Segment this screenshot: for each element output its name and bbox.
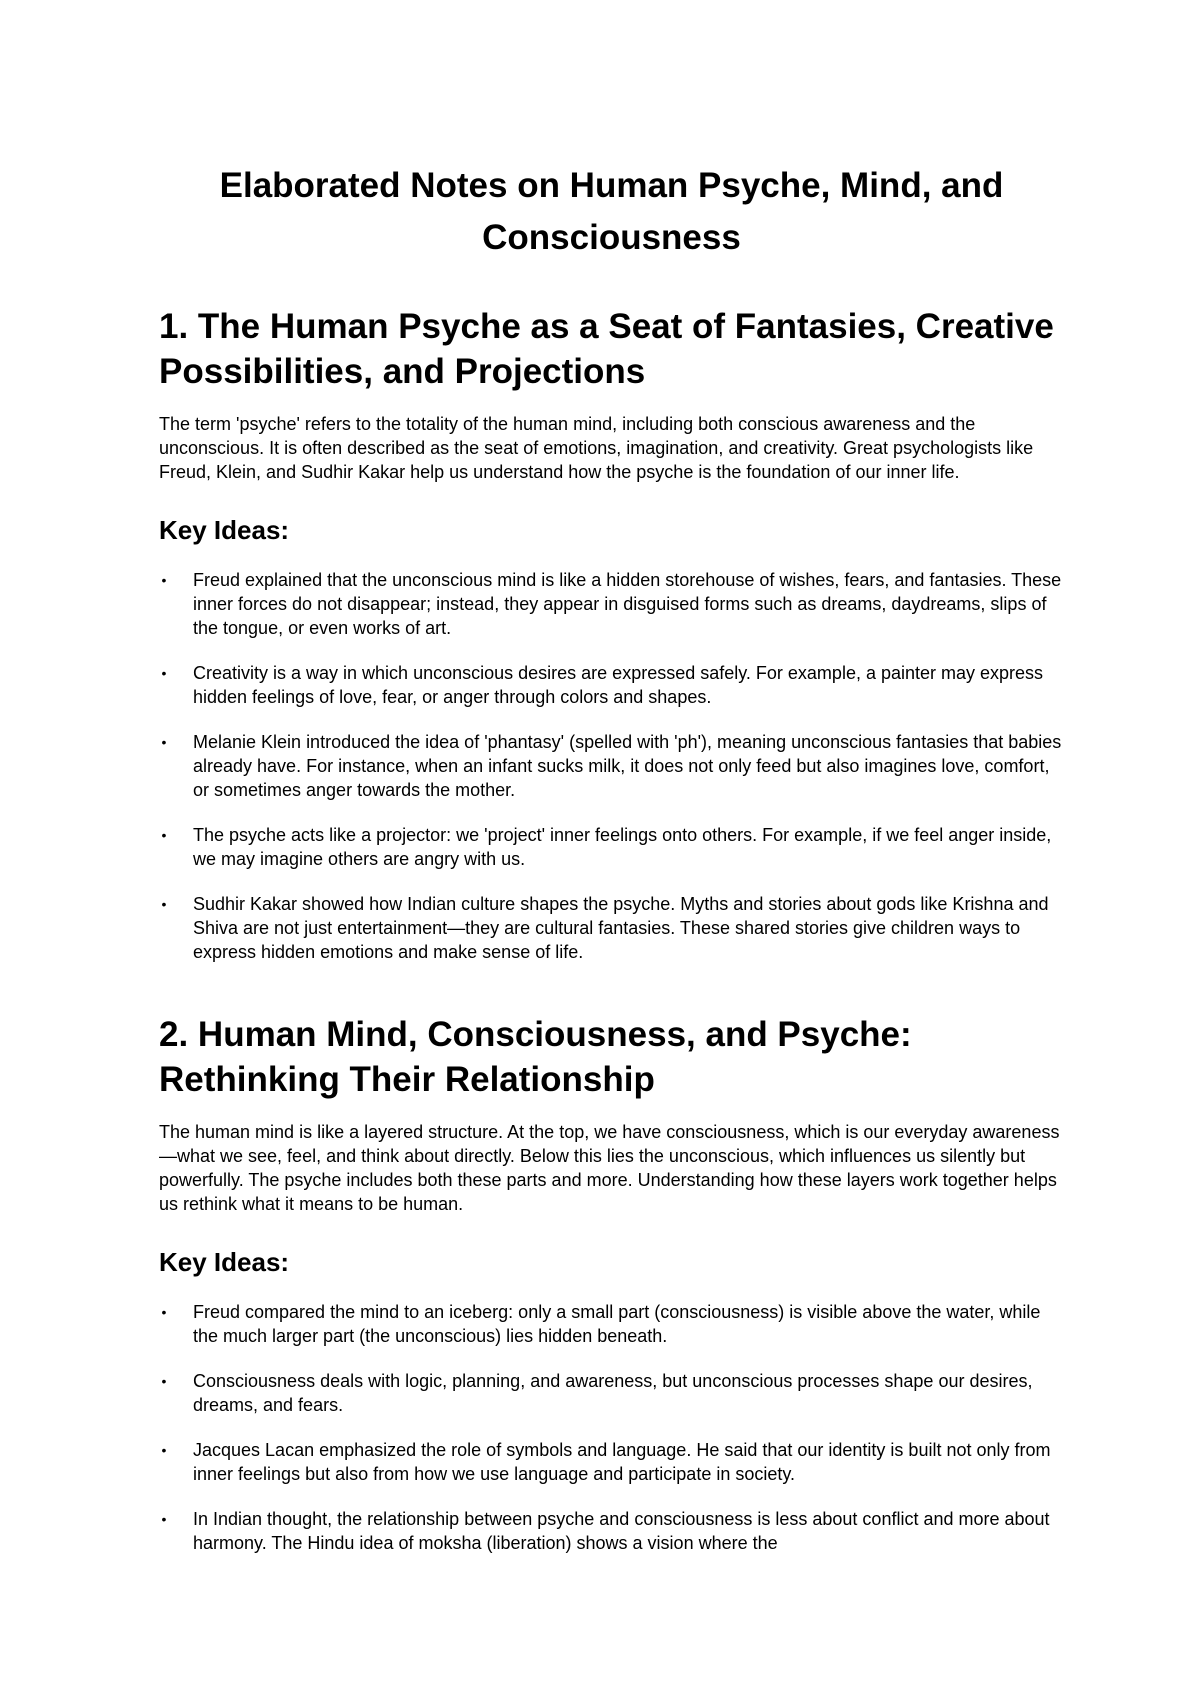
key-ideas-heading: Key Ideas:: [159, 1247, 290, 1277]
list-item-text: Jacques Lacan emphasized the role of symbols and language. He said that our identity is built not only from inner feelings but also from how we use language and participate in society.: [193, 1440, 1051, 1484]
bullet-icon: •: [161, 1442, 167, 1458]
bullet-icon: •: [161, 827, 167, 843]
bullet-icon: •: [161, 572, 167, 588]
list-item-text: Melanie Klein introduced the idea of 'phantasy' (spelled with 'ph'), meaning unconscious fantasies that babies already have. For instance, when an infant sucks milk, it does not only feed but also imagines love, comfort, or sometimes anger towards the mother.: [193, 732, 1062, 800]
list-item: [159, 823, 1064, 871]
list-item: [159, 1300, 1064, 1348]
bullet-icon: •: [161, 734, 167, 750]
key-ideas-list: [159, 1300, 1064, 1555]
list-item-text: Consciousness deals with logic, planning, and awareness, but unconscious processes shape our desires, dreams, and fears.: [193, 1371, 1033, 1415]
section-heading: 1. The Human Psyche as a Seat of Fantasies, Creative Possibilities, and Projections: [159, 307, 1054, 391]
list-item-text: Freud compared the mind to an iceberg: only a small part (consciousness) is visible above the water, while the much larger part (the unconscious) lies hidden beneath.: [193, 1302, 1041, 1346]
list-item: [159, 661, 1064, 709]
document-body: [159, 160, 1064, 1555]
section-intro-paragraph: The human mind is like a layered structure. At the top, we have consciousness, which is our everyday awareness—what we see, feel, and think about directly. Below this lies the unconscious, which influences us silently but powerfully. The psyche includes both these parts and more. Understanding how these layers work together helps us rethink what it means to be human.: [159, 1122, 1060, 1214]
list-item-text: In Indian thought, the relationship between psyche and consciousness is less about conflict and more about harmony. The Hindu idea of moksha (liberation) shows a vision where the: [193, 1509, 1050, 1553]
list-item: [159, 1369, 1064, 1417]
list-item-text: The psyche acts like a projector: we 'project' inner feelings onto others. For example, if we feel anger inside, we may imagine others are angry with us.: [193, 825, 1052, 869]
section-1: [159, 304, 1064, 964]
bullet-icon: •: [161, 665, 167, 681]
key-ideas-heading: Key Ideas:: [159, 515, 290, 545]
list-item: [159, 568, 1064, 640]
list-item: [159, 1438, 1064, 1486]
list-item-text: Sudhir Kakar showed how Indian culture shapes the psyche. Myths and stories about gods like Krishna and Shiva are not just entertainment—they are cultural fantasies. These shared stories give children ways to express hidden emotions and make sense of life.: [193, 894, 1049, 962]
list-item: [159, 892, 1064, 964]
list-item-text: Freud explained that the unconscious mind is like a hidden storehouse of wishes, fears, and fantasies. These inner forces do not disappear; instead, they appear in disguised forms such as dreams, daydreams, slips of the tongue, or even works of art.: [193, 570, 1062, 638]
list-item-text: Creativity is a way in which unconscious desires are expressed safely. For example, a painter may express hidden feelings of love, fear, or anger through colors and shapes.: [193, 663, 1044, 707]
key-ideas-list: [159, 568, 1064, 964]
document-title: Elaborated Notes on Human Psyche, Mind, and Consciousness: [219, 166, 1004, 257]
section-intro-paragraph: The term 'psyche' refers to the totality of the human mind, including both conscious awareness and the unconscious. It is often described as the seat of emotions, imagination, and creativity. Great psychologists like Freud, Klein, and Sudhir Kakar help us understand how the psyche is the foundation of our inner life.: [159, 414, 1034, 482]
section-2: [159, 1012, 1064, 1555]
bullet-icon: •: [161, 1511, 167, 1527]
bullet-icon: •: [161, 1304, 167, 1320]
list-item: [159, 1507, 1064, 1555]
list-item: [159, 730, 1064, 802]
section-heading: 2. Human Mind, Consciousness, and Psyche: Rethinking Their Relationship: [159, 1015, 912, 1099]
bullet-icon: •: [161, 896, 167, 912]
bullet-icon: •: [161, 1373, 167, 1389]
